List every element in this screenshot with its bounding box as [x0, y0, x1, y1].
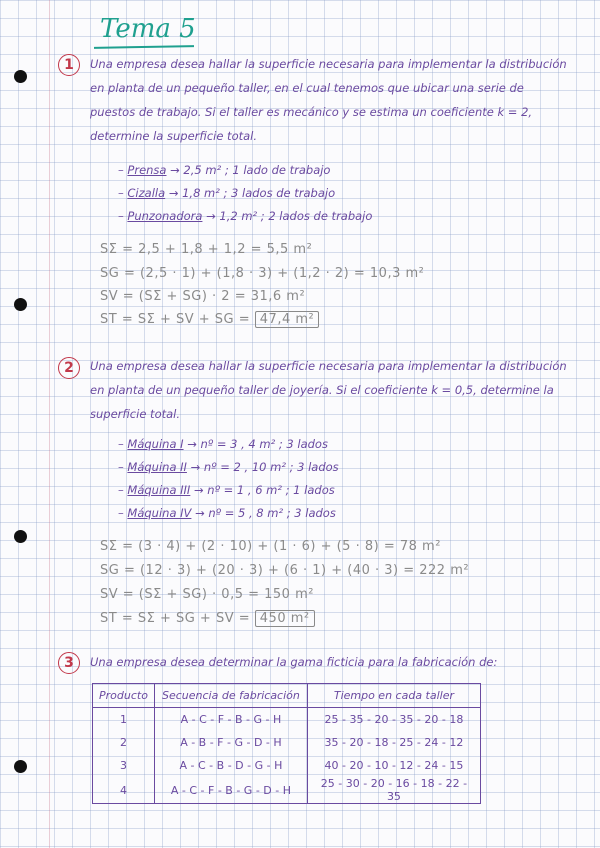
list-item: – Punzonadora → 1,2 m² ; 2 lados de trabajo	[118, 209, 373, 223]
exercise-number: 2	[58, 357, 80, 379]
production-table	[92, 683, 481, 804]
page-title: Tema 5	[100, 14, 196, 44]
table-row	[93, 777, 481, 804]
list-item: – Máquina IV → nº = 5 , 8 m² ; 3 lados	[118, 506, 336, 520]
table-cell: A - B - F - G - D - H	[154, 731, 307, 754]
result-box: 450 m²	[255, 610, 315, 627]
punch-hole	[14, 760, 27, 773]
margin-line	[49, 0, 50, 848]
calc-line: SV = (SΣ + SG) · 2 = 31,6 m²	[100, 289, 306, 304]
exercise-statement: Una empresa desea hallar la superficie necesaria para implementar la distribución en planta de un pequeño taller, en el cual tenemos que ubicar una serie de puestos de trabajo. Si el taller es mecánico y se estima un coeficiente k = 2, determine la superficie total.	[90, 57, 567, 143]
table-cell: A - C - B - D - G - H	[154, 754, 307, 777]
table-cell: 2	[93, 731, 155, 754]
calc-text: ST = SΣ + SV + SG =	[100, 312, 251, 327]
item-name: Prensa	[127, 163, 167, 177]
item-detail: → 2,5 m² ; 1 lado de trabajo	[170, 163, 331, 177]
item-detail: → 1,2 m² ; 2 lados de trabajo	[206, 209, 373, 223]
item-name: Punzonadora	[127, 209, 203, 223]
exercise-number: 1	[58, 54, 80, 76]
table-row	[93, 731, 481, 754]
table-header: Producto	[93, 684, 155, 708]
calc-line: SΣ = 2,5 + 1,8 + 1,2 = 5,5 m²	[100, 242, 313, 257]
table-cell: 35 - 20 - 18 - 25 - 24 - 12	[307, 731, 480, 754]
punch-hole	[14, 70, 27, 83]
table-header: Tiempo en cada taller	[307, 684, 480, 708]
table-row	[93, 754, 481, 777]
item-name: Máquina I	[127, 437, 184, 451]
calc-line: SG = (12 · 3) + (20 · 3) + (6 · 1) + (40 · 3) = 222 m²	[100, 563, 470, 578]
calc-line: SV = (SΣ + SG) · 0,5 = 150 m²	[100, 587, 314, 602]
table-header-row	[93, 684, 481, 708]
item-detail: → nº = 2 , 10 m² ; 3 lados	[190, 460, 339, 474]
item-name: Máquina II	[127, 460, 187, 474]
item-detail: → nº = 5 , 8 m² ; 3 lados	[195, 506, 336, 520]
table-cell: 3	[93, 754, 155, 777]
table-cell: 25 - 35 - 20 - 35 - 20 - 18	[307, 708, 480, 732]
item-name: Cizalla	[127, 186, 166, 200]
table-cell: 4	[93, 777, 155, 804]
table-cell: A - C - F - B - G - D - H	[154, 777, 307, 804]
list-item: – Cizalla → 1,8 m² ; 3 lados de trabajo	[118, 186, 336, 200]
exercise-statement: Una empresa desea hallar la superficie necesaria para implementar la distribución en planta de un pequeño taller de joyería. Si el coeficiente k = 0,5, determine la superficie total.	[90, 359, 567, 421]
calc-line	[100, 611, 315, 626]
punch-hole	[14, 530, 27, 543]
title-underline	[94, 45, 194, 49]
table-row	[93, 708, 481, 732]
list-item: – Máquina II → nº = 2 , 10 m² ; 3 lados	[118, 460, 339, 474]
item-detail: → nº = 1 , 6 m² ; 1 lados	[193, 483, 335, 497]
list-item: – Máquina I → nº = 3 , 4 m² ; 3 lados	[118, 437, 328, 451]
table-cell: 25 - 30 - 20 - 16 - 18 - 22 - 35	[307, 777, 480, 804]
table-cell: A - C - F - B - G - H	[154, 708, 307, 732]
result-box: 47,4 m²	[255, 311, 319, 328]
item-name: Máquina III	[127, 483, 191, 497]
calc-text: ST = SΣ + SG + SV =	[100, 611, 251, 626]
calc-line: SΣ = (3 · 4) + (2 · 10) + (1 · 6) + (5 · 8) = 78 m²	[100, 539, 441, 554]
calc-line	[100, 312, 319, 327]
punch-hole	[14, 298, 27, 311]
table-cell: 40 - 20 - 10 - 12 - 24 - 15	[307, 754, 480, 777]
table-header: Secuencia de fabricación	[154, 684, 307, 708]
list-item: – Prensa → 2,5 m² ; 1 lado de trabajo	[118, 163, 331, 177]
exercise-number: 3	[58, 652, 80, 674]
calc-line: SG = (2,5 · 1) + (1,8 · 3) + (1,2 · 2) = 10,3 m²	[100, 266, 425, 281]
exercise-statement: Una empresa desea determinar la gama ficticia para la fabricación de:	[90, 655, 498, 669]
item-detail: → nº = 3 , 4 m² ; 3 lados	[187, 437, 328, 451]
item-name: Máquina IV	[127, 506, 192, 520]
list-item: – Máquina III → nº = 1 , 6 m² ; 1 lados	[118, 483, 335, 497]
item-detail: → 1,8 m² ; 3 lados de trabajo	[168, 186, 336, 200]
table-cell: 1	[93, 708, 155, 732]
